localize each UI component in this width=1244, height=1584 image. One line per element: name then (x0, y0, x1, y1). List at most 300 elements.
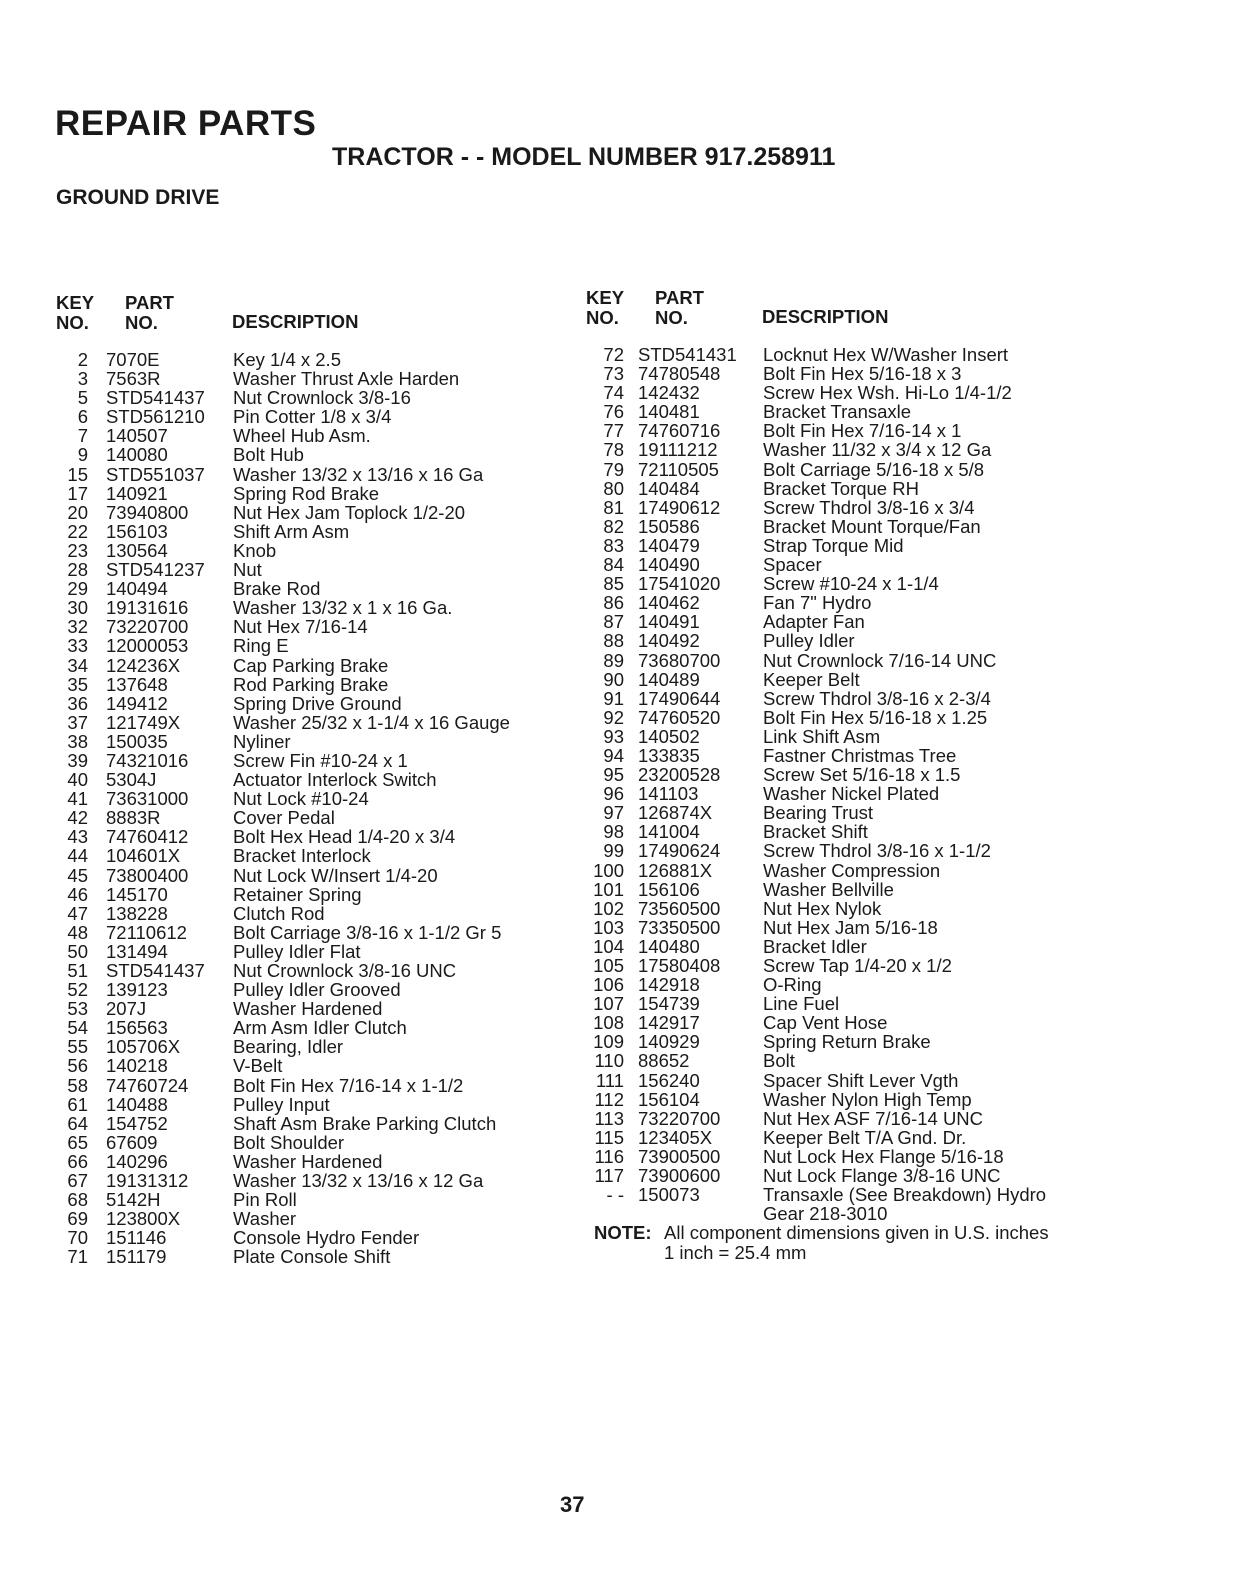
key-number: 2 (77, 349, 88, 370)
part-description: Washer 11/32 x 3/4 x 12 Ga (763, 439, 992, 461)
part-number: 140492 (638, 630, 700, 652)
key-number: 44 (67, 845, 88, 867)
column-header-right (586, 287, 1236, 341)
key-number: 100 (593, 859, 624, 881)
key-number: 28 (67, 559, 88, 581)
part-number: 142918 (638, 974, 700, 996)
part-number: 156106 (638, 878, 700, 900)
part-number: 140296 (106, 1150, 168, 1172)
key-number: 58 (67, 1074, 88, 1096)
header-key-label: KEY (586, 287, 625, 308)
key-number: 82 (603, 515, 624, 537)
part-description: Nut (233, 559, 262, 581)
key-number: 112 (594, 1088, 624, 1110)
part-description: Spacer Shift Lever Vgth (763, 1069, 959, 1091)
parts-row (56, 846, 601, 865)
part-number: STD541437 (106, 960, 205, 981)
part-number: 156240 (638, 1069, 700, 1091)
part-number: STD541431 (638, 344, 737, 365)
header-description-label: DESCRIPTION (232, 311, 359, 332)
part-number: 74760520 (638, 706, 721, 728)
parts-row (56, 885, 601, 904)
part-description: Bolt Fin Hex 5/16-18 x 3 (763, 363, 962, 385)
part-description: Screw Thdrol 3/8-16 x 2-3/4 (763, 687, 991, 709)
header-part-label: PART (655, 287, 704, 308)
part-description: Nut Lock Flange 3/8-16 UNC (763, 1165, 1001, 1187)
key-number: 53 (67, 998, 88, 1020)
part-number: 123800X (106, 1208, 181, 1230)
key-number: 22 (67, 520, 88, 542)
part-description: Screw Thdrol 3/8-16 x 3/4 (763, 496, 975, 518)
parts-row (56, 1076, 601, 1095)
part-description: Bracket Shift (763, 821, 868, 843)
part-description: Bolt Hub (233, 444, 304, 466)
part-number: 149412 (106, 692, 168, 714)
header-key-no-label: NO. (56, 312, 89, 333)
part-description: Shift Arm Asm (233, 520, 350, 542)
part-number: 140479 (638, 534, 700, 556)
part-number: 23200528 (638, 764, 721, 786)
key-number: 73 (603, 363, 624, 385)
parts-row (586, 918, 1236, 937)
part-description: Brake Rod (233, 578, 321, 600)
part-number: 5304J (106, 769, 157, 791)
part-description: Keeper Belt T/A Gnd. Dr. (763, 1126, 967, 1148)
part-number: 140502 (638, 725, 700, 747)
part-number: 150035 (106, 730, 168, 752)
part-description: Rod Parking Brake (233, 673, 389, 695)
note-conversion: 1 inch = 25.4 mm (664, 1242, 807, 1264)
key-number: 106 (593, 974, 624, 996)
key-number: 69 (67, 1208, 88, 1230)
key-number: - - (606, 1184, 624, 1206)
parts-row (586, 861, 1236, 880)
part-number: 73680700 (638, 649, 721, 671)
parts-row (56, 1190, 601, 1209)
key-number: 98 (603, 821, 624, 843)
parts-row (586, 440, 1236, 459)
part-number: 156104 (638, 1088, 700, 1110)
key-number: 71 (67, 1246, 88, 1268)
part-description: Nut Lock Hex Flange 5/16-18 (763, 1145, 1004, 1167)
parts-row (56, 560, 601, 579)
part-number: 140921 (106, 482, 168, 504)
parts-row (56, 541, 601, 560)
parts-row (586, 1032, 1236, 1051)
part-description: Washer 13/32 x 13/16 x 16 Ga (233, 463, 484, 485)
parts-row (586, 937, 1236, 956)
key-number: 72 (603, 344, 624, 365)
key-number: 34 (67, 654, 88, 676)
parts-rows-left (56, 350, 601, 1267)
part-description: Cover Pedal (233, 807, 335, 829)
part-number: 17490612 (638, 496, 721, 518)
section-title: GROUND DRIVE (56, 186, 220, 209)
key-number: 39 (67, 749, 88, 771)
parts-row (56, 1247, 601, 1266)
part-number: 126881X (638, 859, 713, 881)
parts-row (586, 631, 1236, 650)
part-description: Nut Hex Nylok (763, 897, 882, 919)
part-description: Shaft Asm Brake Parking Clutch (233, 1112, 497, 1134)
key-number: 80 (603, 477, 624, 499)
part-description: Washer Bellville (763, 878, 894, 900)
parts-row (586, 1071, 1236, 1090)
part-number: 142432 (638, 382, 700, 404)
part-description: Nut Hex 7/16-14 (233, 616, 368, 638)
key-number: 48 (67, 921, 88, 943)
part-description: Nut Crownlock 7/16-14 UNC (763, 649, 997, 671)
key-number: 15 (67, 463, 88, 485)
part-number: 104601X (106, 845, 181, 867)
part-number: 8883R (106, 807, 161, 829)
part-description: Bracket Idler (763, 935, 867, 957)
note-text: All component dimensions given in U.S. inches (664, 1222, 1049, 1244)
key-number: 40 (67, 769, 88, 791)
part-number: 140462 (638, 592, 700, 614)
part-number: 207J (106, 998, 147, 1020)
parts-row (56, 1018, 601, 1037)
parts-row (586, 956, 1236, 975)
parts-row (56, 923, 601, 942)
part-description: Washer Hardened (233, 1150, 383, 1172)
part-number: 151146 (106, 1227, 167, 1249)
part-description: Screw #10-24 x 1-1/4 (763, 573, 939, 595)
parts-row (56, 980, 601, 999)
key-number: 61 (67, 1093, 88, 1115)
parts-rows-right (586, 345, 1236, 1223)
part-description: Nut Crownlock 3/8-16 (233, 387, 411, 409)
key-number: 29 (67, 578, 88, 600)
key-number: 90 (603, 668, 624, 690)
part-number: 140481 (638, 401, 700, 423)
key-number: 85 (603, 573, 624, 595)
parts-row (586, 1109, 1236, 1128)
part-description: Bracket Interlock (233, 845, 371, 867)
part-description: Ring E (233, 635, 289, 657)
parts-row (56, 713, 601, 732)
parts-row (56, 904, 601, 923)
key-number: 95 (603, 764, 624, 786)
part-number: 140218 (106, 1055, 168, 1077)
parts-row (56, 1171, 601, 1190)
key-number: 93 (603, 725, 624, 747)
parts-row (56, 1209, 601, 1228)
parts-row (56, 465, 601, 484)
key-number: 94 (603, 744, 624, 766)
part-description: Console Hydro Fender (233, 1227, 420, 1249)
key-number: 89 (603, 649, 624, 671)
part-description: Spring Return Brake (763, 1031, 931, 1053)
part-description: Transaxle (See Breakdown) Hydro Gear 218-3010 (763, 1184, 1047, 1225)
part-number: 88652 (638, 1050, 690, 1072)
key-number: 68 (67, 1189, 88, 1211)
part-description: Arm Asm Idler Clutch (233, 1017, 407, 1039)
key-number: 6 (77, 406, 88, 428)
part-description: Fastner Christmas Tree (763, 744, 957, 766)
key-number: 99 (603, 840, 624, 862)
key-number: 105 (593, 955, 624, 976)
key-number: 81 (603, 496, 624, 518)
part-number: 154752 (106, 1112, 168, 1134)
key-number: 117 (594, 1165, 624, 1187)
part-number: 73220700 (638, 1107, 721, 1129)
parts-row (56, 522, 601, 541)
key-number: 5 (77, 387, 88, 409)
part-number: 5142H (106, 1189, 161, 1211)
part-number: 73560500 (638, 897, 721, 919)
parts-row (56, 866, 601, 885)
parts-row (586, 1013, 1236, 1032)
part-description: Screw Thdrol 3/8-16 x 1-1/2 (763, 840, 991, 862)
key-number: 97 (603, 802, 624, 824)
part-number: 156103 (106, 520, 168, 542)
part-number: 140484 (638, 477, 700, 499)
key-number: 76 (603, 401, 624, 423)
key-number: 102 (593, 897, 624, 919)
part-number: 124236X (106, 654, 181, 676)
part-description: Wheel Hub Asm. (233, 425, 371, 447)
part-description: Strap Torque Mid (763, 534, 904, 556)
parts-row (56, 694, 601, 713)
key-number: 77 (603, 420, 624, 442)
part-number: 73800400 (106, 864, 189, 886)
key-number: 101 (593, 878, 624, 900)
key-number: 70 (67, 1227, 88, 1249)
key-number: 84 (603, 554, 624, 576)
part-number: 156563 (106, 1017, 168, 1039)
part-number: 74760716 (638, 420, 721, 442)
part-description: Nut Hex Jam Toplock 1/2-20 (233, 501, 466, 523)
part-number: 17490624 (638, 840, 721, 862)
parts-row (586, 708, 1236, 727)
parts-row (586, 498, 1236, 517)
key-number: 42 (67, 807, 88, 829)
part-number: 139123 (106, 979, 168, 1001)
key-number: 92 (603, 706, 624, 728)
part-description: Pulley Idler Flat (233, 940, 361, 962)
key-number: 83 (603, 534, 624, 556)
parts-row (56, 1114, 601, 1133)
part-number: 126874X (638, 802, 713, 824)
part-number: 72110612 (106, 921, 187, 943)
parts-row (586, 517, 1236, 536)
part-number: 140491 (638, 611, 700, 633)
key-number: 115 (594, 1126, 624, 1148)
parts-row (56, 350, 601, 369)
part-description: Washer (233, 1208, 297, 1230)
part-number: STD551037 (106, 463, 205, 485)
part-number: 12000053 (106, 635, 189, 657)
parts-row (586, 421, 1236, 440)
key-number: 17 (67, 482, 88, 504)
part-description: Pin Cotter 1/8 x 3/4 (233, 406, 392, 428)
part-description: Cap Vent Hose (763, 1012, 888, 1034)
parts-row (586, 727, 1236, 746)
key-number: 104 (593, 935, 624, 957)
part-number: 140929 (638, 1031, 700, 1053)
part-number: 19131312 (106, 1170, 189, 1192)
parts-list-left (56, 292, 601, 1267)
parts-row (586, 1051, 1236, 1070)
parts-row (586, 1090, 1236, 1109)
key-number: 78 (603, 439, 624, 461)
part-description: Bolt Fin Hex 7/16-14 x 1-1/2 (233, 1074, 464, 1096)
key-number: 79 (603, 458, 624, 480)
part-description: Actuator Interlock Switch (233, 769, 437, 791)
key-number: 103 (593, 916, 624, 938)
part-description: Key 1/4 x 2.5 (233, 349, 341, 370)
part-number: 7563R (106, 368, 161, 390)
part-number: 74321016 (106, 749, 189, 771)
part-number: 131494 (106, 940, 168, 962)
key-number: 74 (603, 382, 624, 404)
parts-row (586, 880, 1236, 899)
part-number: 141103 (638, 783, 699, 805)
part-description: Screw Tap 1/4-20 x 1/2 (763, 955, 952, 976)
header-part-no-label: NO. (655, 307, 688, 328)
parts-row (56, 789, 601, 808)
part-number: 72110505 (638, 458, 719, 480)
part-description: Washer 13/32 x 1 x 16 Ga. (233, 597, 453, 619)
part-number: 73350500 (638, 916, 721, 938)
parts-row (56, 1095, 601, 1114)
parts-row (56, 579, 601, 598)
page-title: REPAIR PARTS (55, 104, 317, 143)
part-number: STD561210 (106, 406, 205, 428)
part-number: 73900500 (638, 1145, 721, 1167)
parts-row (56, 751, 601, 770)
part-description: Pin Roll (233, 1189, 297, 1211)
key-number: 50 (67, 940, 88, 962)
key-number: 3 (77, 368, 88, 390)
key-number: 91 (603, 687, 624, 709)
key-number: 7 (77, 425, 88, 447)
key-number: 33 (67, 635, 88, 657)
part-description: Bolt Fin Hex 7/16-14 x 1 (763, 420, 962, 442)
parts-row (586, 670, 1236, 689)
key-number: 32 (67, 616, 88, 638)
part-description: V-Belt (233, 1055, 283, 1077)
part-description: Screw Hex Wsh. Hi-Lo 1/4-1/2 (763, 382, 1012, 404)
header-key-no-label: NO. (586, 307, 619, 328)
parts-row (586, 994, 1236, 1013)
part-description: Washer Hardened (233, 998, 383, 1020)
parts-row (56, 808, 601, 827)
key-number: 110 (594, 1050, 624, 1072)
part-description: Fan 7" Hydro (763, 592, 872, 614)
parts-row (56, 827, 601, 846)
parts-row (586, 364, 1236, 383)
part-description: Bearing, Idler (233, 1036, 344, 1058)
parts-row (56, 942, 601, 961)
part-description: Bolt Carriage 3/8-16 x 1-1/2 Gr 5 (233, 921, 502, 943)
parts-list-right (586, 287, 1236, 1263)
part-description: Washer Thrust Axle Harden (233, 368, 460, 390)
part-number: 140507 (106, 425, 168, 447)
key-number: 20 (67, 501, 88, 523)
key-number: 111 (595, 1069, 624, 1091)
part-number: 145170 (106, 883, 168, 905)
part-number: 17490644 (638, 687, 721, 709)
part-number: 74760724 (106, 1074, 189, 1096)
parts-row (56, 999, 601, 1018)
page-number: 37 (560, 1492, 585, 1517)
parts-row (586, 765, 1236, 784)
parts-row (586, 803, 1236, 822)
part-description: Screw Fin #10-24 x 1 (233, 749, 408, 771)
part-number: 19111212 (638, 439, 718, 461)
part-number: 137648 (106, 673, 168, 695)
part-number: 73220700 (106, 616, 189, 638)
parts-row (586, 899, 1236, 918)
part-number: 74760412 (106, 826, 189, 848)
part-description: Screw Set 5/16-18 x 1.5 (763, 764, 961, 786)
part-description: Nut Hex ASF 7/16-14 UNC (763, 1107, 984, 1129)
parts-row (56, 1228, 601, 1247)
part-number: 121749X (106, 711, 181, 733)
part-description: Bearing Trust (763, 802, 874, 824)
key-number: 113 (594, 1107, 624, 1129)
model-subtitle: TRACTOR - - MODEL NUMBER 917.258911 (332, 143, 836, 171)
part-description: Bracket Transaxle (763, 401, 912, 423)
part-description: Pulley Input (233, 1093, 330, 1115)
parts-row (586, 975, 1236, 994)
parts-row (56, 1037, 601, 1056)
parts-row (586, 345, 1236, 364)
key-number: 108 (593, 1012, 624, 1034)
parts-row (586, 402, 1236, 421)
parts-row (586, 1147, 1236, 1166)
part-description: Keeper Belt (763, 668, 860, 690)
part-number: STD541237 (106, 559, 205, 581)
part-number: 140489 (638, 668, 700, 690)
parts-row (56, 732, 601, 751)
header-key-label: KEY (56, 292, 95, 313)
part-number: 19131616 (106, 597, 189, 619)
parts-row (586, 383, 1236, 402)
key-number: 116 (594, 1145, 624, 1167)
key-number: 109 (593, 1031, 624, 1053)
part-description: Nut Lock W/Insert 1/4-20 (233, 864, 438, 886)
key-number: 52 (67, 979, 88, 1001)
part-description: Nut Hex Jam 5/16-18 (763, 916, 938, 938)
key-number: 9 (77, 444, 88, 466)
part-number: 141004 (638, 821, 700, 843)
parts-row (56, 407, 601, 426)
part-number: STD541437 (106, 387, 205, 409)
part-description: Bolt Hex Head 1/4-20 x 3/4 (233, 826, 456, 848)
part-number: 123405X (638, 1126, 713, 1148)
parts-row (586, 784, 1236, 803)
part-number: 138228 (106, 902, 168, 924)
part-description: Cap Parking Brake (233, 654, 389, 676)
part-description: Washer 25/32 x 1-1/4 x 16 Gauge (233, 711, 510, 733)
key-number: 38 (67, 730, 88, 752)
header-part-label: PART (125, 292, 174, 313)
part-description: O-Ring (763, 974, 822, 996)
parts-row (56, 503, 601, 522)
parts-row (586, 822, 1236, 841)
part-description: Washer 13/32 x 13/16 x 12 Ga (233, 1170, 484, 1192)
part-number: 140480 (638, 935, 700, 957)
key-number: 30 (67, 597, 88, 619)
column-header-left (56, 292, 601, 346)
part-description: Link Shift Asm (763, 725, 881, 747)
key-number: 66 (67, 1150, 88, 1172)
parts-row (586, 555, 1236, 574)
key-number: 56 (67, 1055, 88, 1077)
